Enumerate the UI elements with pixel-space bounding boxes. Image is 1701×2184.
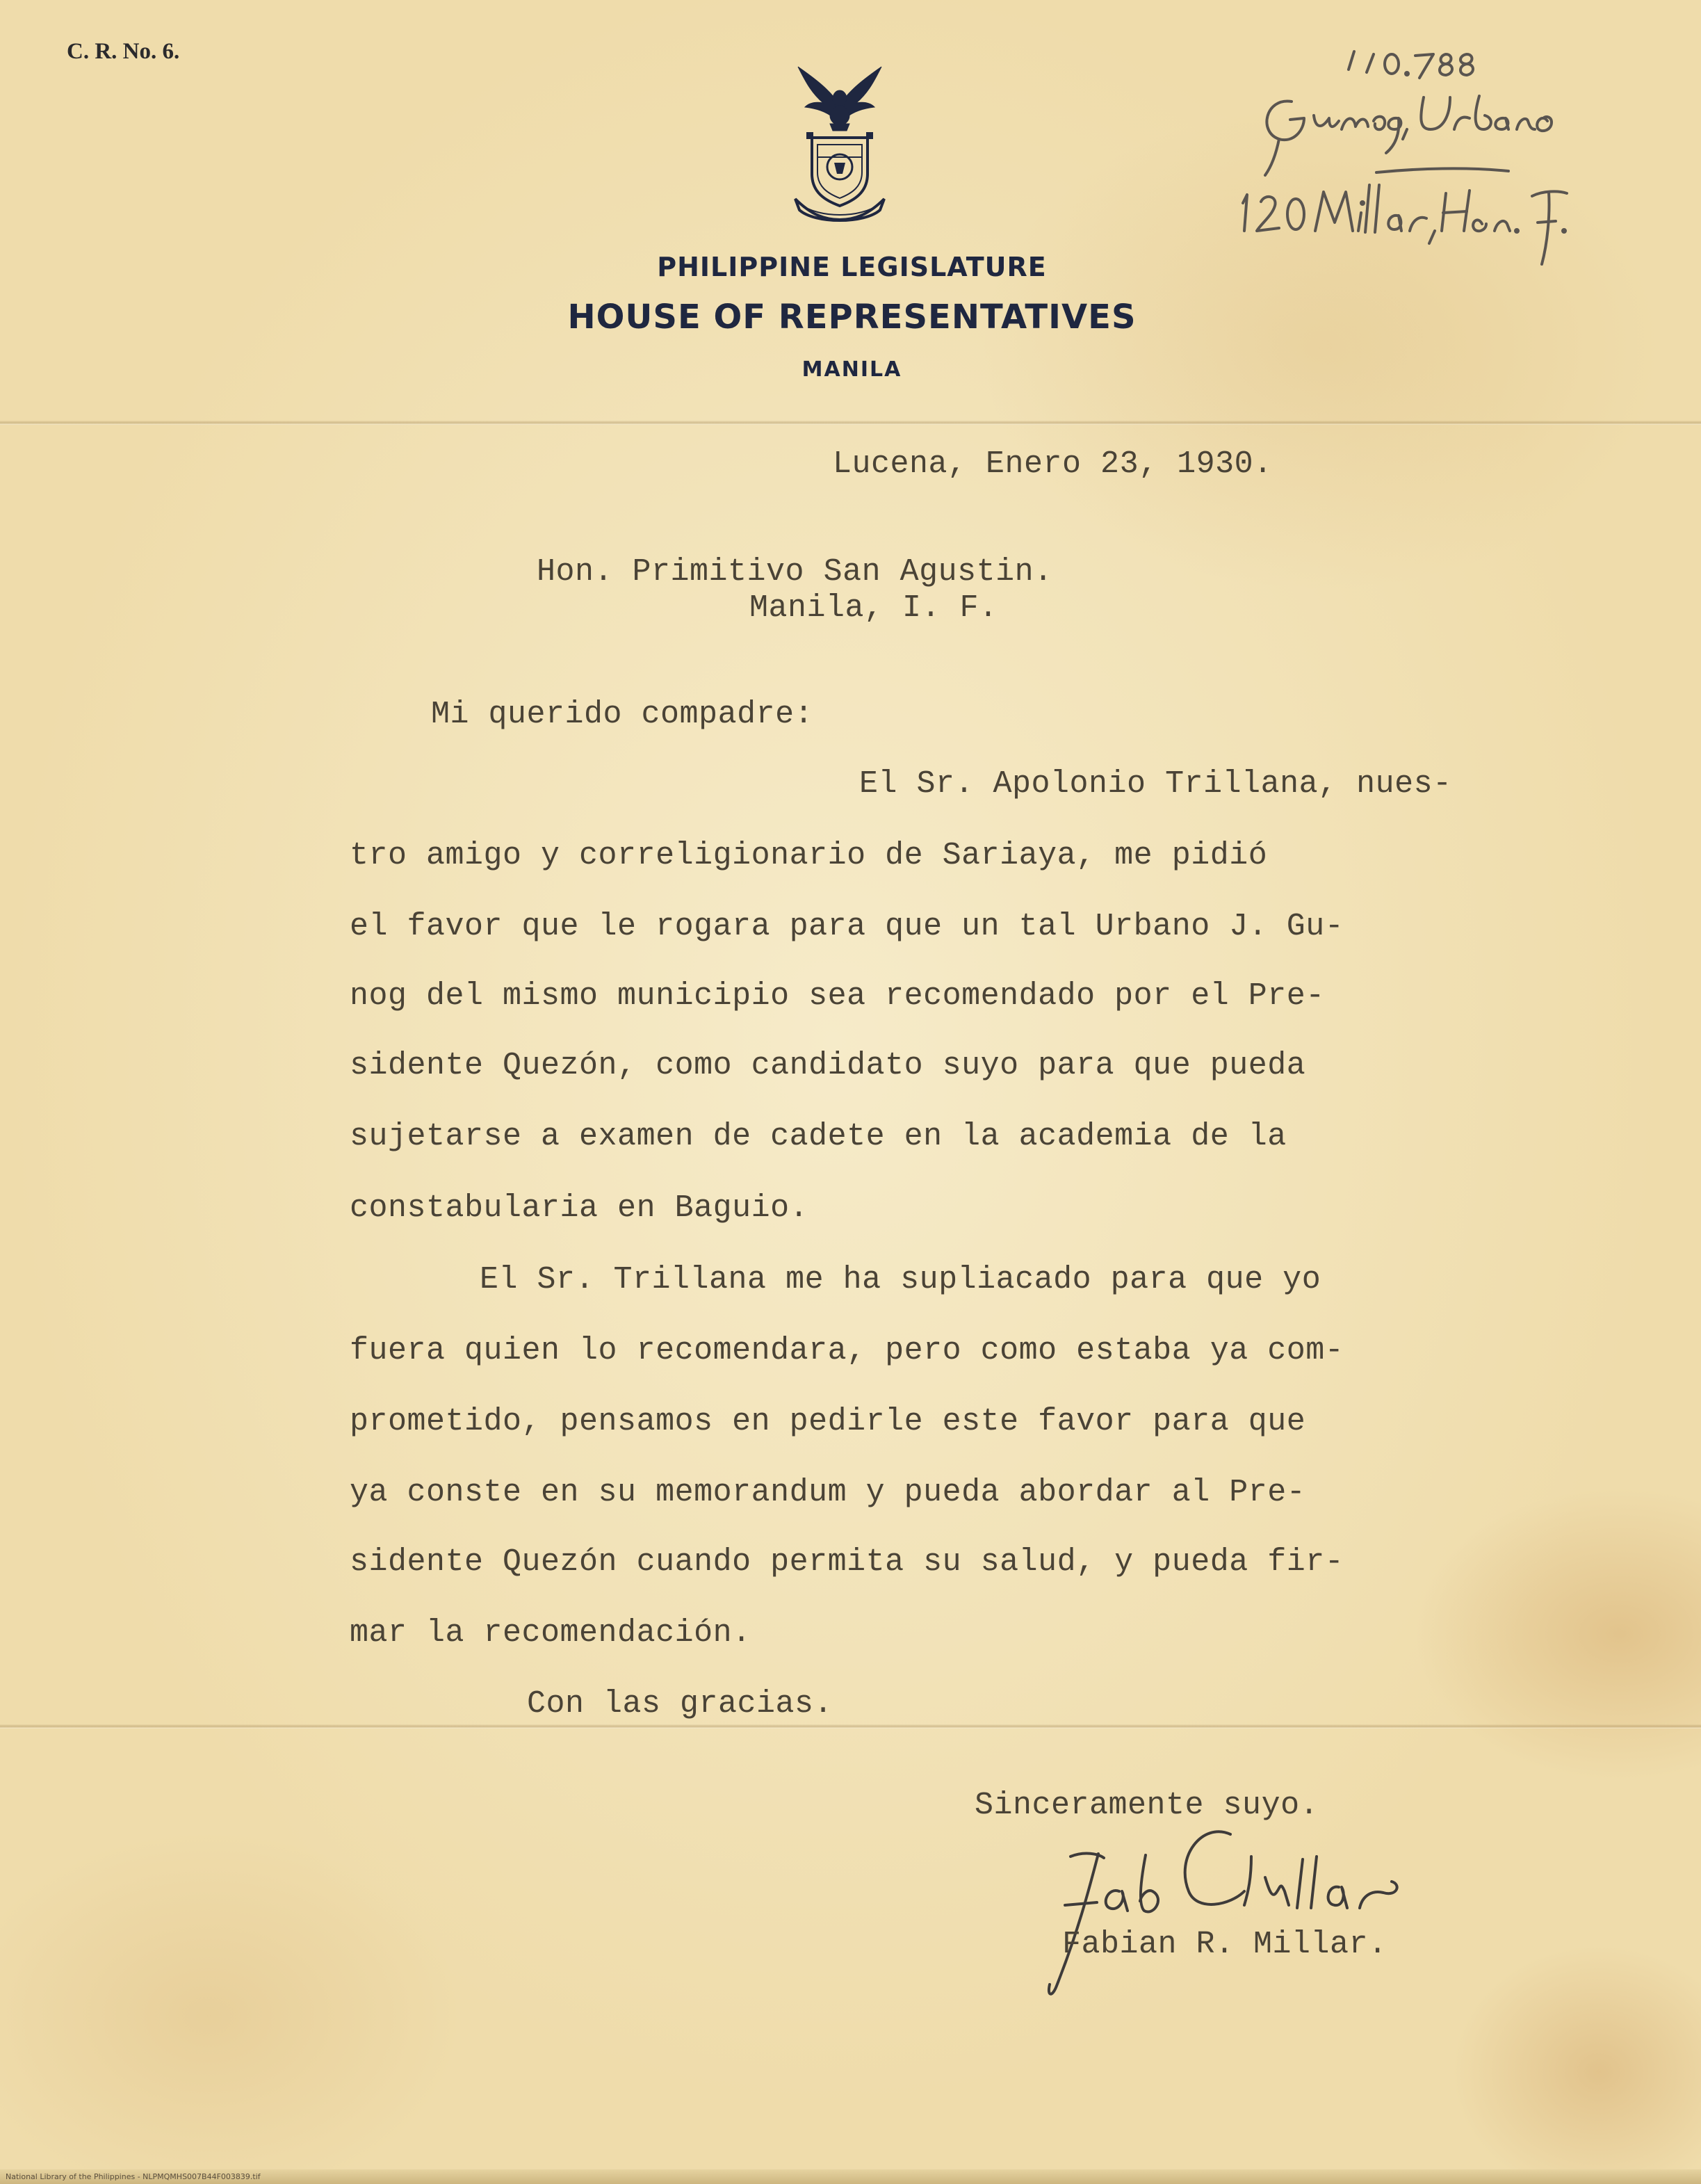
letterhead-house: HOUSE OF REPRESENTATIVES (567, 298, 1137, 337)
paragraph2-line: El Sr. Trillana me ha supliacado para que yo (480, 1262, 1321, 1297)
paragraph2-line: sidente Quezón cuando permita su salud, y pueda fir- (350, 1544, 1344, 1580)
thanks-line: Con las gracias. (527, 1686, 833, 1722)
place-and-date: Lucena, Enero 23, 1930. (833, 446, 1273, 482)
paragraph1-line: nog del mismo municipio sea recomendado por el Pre- (350, 978, 1325, 1014)
closing: Sinceramente suyo. (975, 1788, 1319, 1823)
paper-fold-lower (0, 1724, 1701, 1729)
paragraph2-line: prometido, pensamos en pedirle este favor para que (350, 1404, 1306, 1439)
signer-name: Fabian R. Millar. (1062, 1927, 1387, 1962)
salutation: Mi querido compadre: (431, 697, 814, 732)
paragraph1-line: tro amigo y correligionario de Sariaya, me pidió (350, 838, 1268, 873)
recipient-location: Manila, I. F. (749, 590, 998, 626)
handwritten-signature (1022, 1815, 1453, 2009)
paper-fold-upper (0, 421, 1701, 425)
letterhead-city: MANILA (801, 357, 902, 382)
paragraph1-line: constabularia en Baguio. (350, 1190, 809, 1226)
paragraph1-line: sidente Quezón, como candidato suyo para que pueda (350, 1048, 1306, 1083)
letterhead-legislature: PHILIPPINE LEGISLATURE (657, 252, 1047, 282)
paragraph1-line: sujetarse a examen de cadete en la academia de la (350, 1119, 1287, 1154)
coat-of-arms-crest-icon (791, 63, 888, 229)
recipient-name: Hon. Primitivo San Agustin. (537, 554, 1053, 590)
archive-stamp: National Library of the Philippines - NLPMQMHS007B44F003839.tif (6, 2172, 261, 2181)
paragraph2-line: mar la recomendación. (350, 1615, 751, 1651)
handwritten-annotation (1237, 49, 1668, 278)
paragraph1-line: El Sr. Apolonio Trillana, nues- (859, 766, 1452, 802)
form-number: C. R. No. 6. (67, 39, 180, 64)
paragraph2-line: fuera quien lo recomendara, pero como estaba ya com- (350, 1333, 1344, 1368)
paragraph2-line: ya conste en su memorandum y pueda abordar al Pre- (350, 1475, 1306, 1510)
paragraph1-line: el favor que le rogara para que un tal Urbano J. Gu- (350, 909, 1344, 944)
